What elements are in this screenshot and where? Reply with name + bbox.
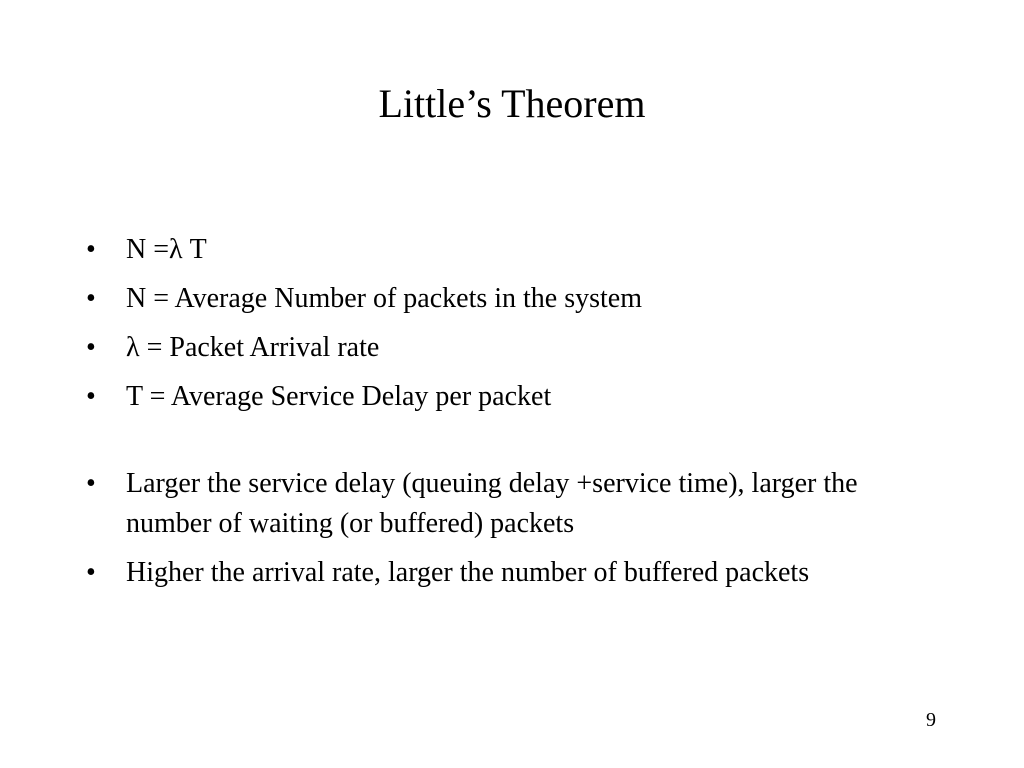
bullet-item xyxy=(86,230,906,270)
bullet-icon: • xyxy=(86,468,96,499)
bullet-icon: • xyxy=(86,557,96,588)
bullet-item xyxy=(86,377,906,417)
slide-number: 9 xyxy=(926,709,936,731)
bullet-text: N =λ T xyxy=(126,234,207,265)
bullet-item xyxy=(86,279,906,319)
bullet-icon: • xyxy=(86,332,96,363)
bullet-item xyxy=(86,464,906,544)
bullet-text: Larger the service delay (queuing delay +service time), larger the number of waiting (or buffered) packets xyxy=(126,468,858,539)
bullet-icon: • xyxy=(86,234,96,265)
bullet-icon: • xyxy=(86,283,96,314)
bullet-list xyxy=(86,230,906,602)
bullet-text: N = Average Number of packets in the system xyxy=(126,283,643,314)
bullet-item xyxy=(86,553,906,593)
bullet-item xyxy=(86,328,906,368)
bullet-icon: • xyxy=(86,381,96,412)
bullet-text: Higher the arrival rate, larger the number of buffered packets xyxy=(126,557,810,588)
bullet-text: T = Average Service Delay per packet xyxy=(126,381,552,412)
bullet-text: λ = Packet Arrival rate xyxy=(126,332,380,363)
slide-title: Little’s Theorem xyxy=(378,81,646,126)
